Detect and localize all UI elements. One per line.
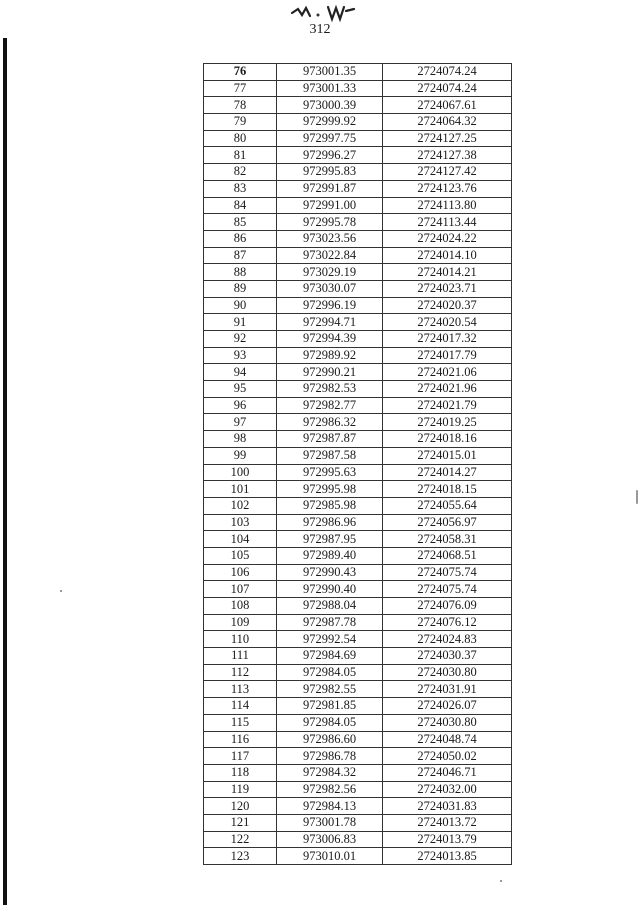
y-coordinate-cell: 2724031.91 bbox=[383, 681, 512, 698]
table-row bbox=[204, 664, 512, 681]
scan-speck bbox=[500, 880, 502, 882]
table-row bbox=[204, 731, 512, 748]
point-number-cell: 116 bbox=[204, 731, 277, 748]
point-number-cell: 87 bbox=[204, 247, 277, 264]
table-row bbox=[204, 180, 512, 197]
y-coordinate-cell: 2724031.83 bbox=[383, 798, 512, 815]
point-number-cell: 113 bbox=[204, 681, 277, 698]
point-number-cell: 102 bbox=[204, 497, 277, 514]
point-number-cell: 122 bbox=[204, 831, 277, 848]
x-coordinate-cell: 973001.35 bbox=[277, 64, 383, 81]
y-coordinate-cell: 2724068.51 bbox=[383, 547, 512, 564]
point-number-cell: 120 bbox=[204, 798, 277, 815]
point-number-cell: 123 bbox=[204, 848, 277, 865]
y-coordinate-cell: 2724113.80 bbox=[383, 197, 512, 214]
x-coordinate-cell: 973023.56 bbox=[277, 230, 383, 247]
point-number-cell: 119 bbox=[204, 781, 277, 798]
x-coordinate-cell: 972992.54 bbox=[277, 631, 383, 648]
x-coordinate-cell: 973022.84 bbox=[277, 247, 383, 264]
point-number-cell: 117 bbox=[204, 748, 277, 765]
x-coordinate-cell: 972991.87 bbox=[277, 180, 383, 197]
y-coordinate-cell: 2724127.42 bbox=[383, 164, 512, 181]
table-row bbox=[204, 848, 512, 865]
table-row bbox=[204, 764, 512, 781]
y-coordinate-cell: 2724067.61 bbox=[383, 97, 512, 114]
point-number-cell: 95 bbox=[204, 381, 277, 398]
table-row bbox=[204, 247, 512, 264]
table-row bbox=[204, 681, 512, 698]
y-coordinate-cell: 2724015.01 bbox=[383, 447, 512, 464]
table-row bbox=[204, 614, 512, 631]
y-coordinate-cell: 2724018.16 bbox=[383, 431, 512, 448]
table-row bbox=[204, 64, 512, 81]
table-row bbox=[204, 497, 512, 514]
table-row bbox=[204, 598, 512, 615]
point-number-cell: 97 bbox=[204, 414, 277, 431]
point-number-cell: 108 bbox=[204, 598, 277, 615]
x-coordinate-cell: 972986.96 bbox=[277, 514, 383, 531]
y-coordinate-cell: 2724075.74 bbox=[383, 564, 512, 581]
y-coordinate-cell: 2724021.06 bbox=[383, 364, 512, 381]
y-coordinate-cell: 2724113.44 bbox=[383, 214, 512, 231]
table-row bbox=[204, 130, 512, 147]
point-number-cell: 107 bbox=[204, 581, 277, 598]
x-coordinate-cell: 972986.78 bbox=[277, 748, 383, 765]
point-number-cell: 78 bbox=[204, 97, 277, 114]
point-number-cell: 100 bbox=[204, 464, 277, 481]
x-coordinate-cell: 972987.95 bbox=[277, 531, 383, 548]
point-number-cell: 76 bbox=[204, 64, 277, 81]
table-row bbox=[204, 514, 512, 531]
point-number-cell: 89 bbox=[204, 280, 277, 297]
x-coordinate-cell: 972999.92 bbox=[277, 114, 383, 131]
table-row bbox=[204, 347, 512, 364]
x-coordinate-cell: 972995.63 bbox=[277, 464, 383, 481]
scan-speck bbox=[60, 590, 62, 592]
x-coordinate-cell: 972986.32 bbox=[277, 414, 383, 431]
x-coordinate-cell: 972982.77 bbox=[277, 397, 383, 414]
y-coordinate-cell: 2724020.37 bbox=[383, 297, 512, 314]
table-row bbox=[204, 230, 512, 247]
x-coordinate-cell: 972984.32 bbox=[277, 764, 383, 781]
y-coordinate-cell: 2724050.02 bbox=[383, 748, 512, 765]
y-coordinate-cell: 2724048.74 bbox=[383, 731, 512, 748]
table-row bbox=[204, 331, 512, 348]
point-number-cell: 109 bbox=[204, 614, 277, 631]
point-number-cell: 86 bbox=[204, 230, 277, 247]
table-row bbox=[204, 748, 512, 765]
point-number-cell: 99 bbox=[204, 447, 277, 464]
y-coordinate-cell: 2724014.21 bbox=[383, 264, 512, 281]
point-number-cell: 104 bbox=[204, 531, 277, 548]
table-row bbox=[204, 314, 512, 331]
point-number-cell: 103 bbox=[204, 514, 277, 531]
table-row bbox=[204, 264, 512, 281]
y-coordinate-cell: 2724013.79 bbox=[383, 831, 512, 848]
y-coordinate-cell: 2724013.85 bbox=[383, 848, 512, 865]
y-coordinate-cell: 2724056.97 bbox=[383, 514, 512, 531]
point-number-cell: 112 bbox=[204, 664, 277, 681]
page-number: 312 bbox=[309, 22, 331, 37]
table-row bbox=[204, 431, 512, 448]
point-number-cell: 84 bbox=[204, 197, 277, 214]
y-coordinate-cell: 2724023.71 bbox=[383, 280, 512, 297]
point-number-cell: 93 bbox=[204, 347, 277, 364]
x-coordinate-cell: 972990.43 bbox=[277, 564, 383, 581]
table-row bbox=[204, 547, 512, 564]
x-coordinate-cell: 972984.69 bbox=[277, 648, 383, 665]
x-coordinate-cell: 973001.78 bbox=[277, 814, 383, 831]
x-coordinate-cell: 972991.00 bbox=[277, 197, 383, 214]
y-coordinate-cell: 2724123.76 bbox=[383, 180, 512, 197]
point-number-cell: 90 bbox=[204, 297, 277, 314]
x-coordinate-cell: 972984.13 bbox=[277, 798, 383, 815]
y-coordinate-cell: 2724021.96 bbox=[383, 381, 512, 398]
y-coordinate-cell: 2724021.79 bbox=[383, 397, 512, 414]
coordinates-table bbox=[203, 63, 512, 865]
y-coordinate-cell: 2724024.83 bbox=[383, 631, 512, 648]
point-number-cell: 91 bbox=[204, 314, 277, 331]
y-coordinate-cell: 2724014.27 bbox=[383, 464, 512, 481]
x-coordinate-cell: 972996.27 bbox=[277, 147, 383, 164]
x-coordinate-cell: 973000.39 bbox=[277, 97, 383, 114]
y-coordinate-cell: 2724074.24 bbox=[383, 80, 512, 97]
table-row bbox=[204, 447, 512, 464]
y-coordinate-cell: 2724074.24 bbox=[383, 64, 512, 81]
y-coordinate-cell: 2724018.15 bbox=[383, 481, 512, 498]
x-coordinate-cell: 972982.53 bbox=[277, 381, 383, 398]
x-coordinate-cell: 972997.75 bbox=[277, 130, 383, 147]
y-coordinate-cell: 2724014.10 bbox=[383, 247, 512, 264]
x-coordinate-cell: 972995.98 bbox=[277, 481, 383, 498]
y-coordinate-cell: 2724030.80 bbox=[383, 714, 512, 731]
point-number-cell: 121 bbox=[204, 814, 277, 831]
table-row bbox=[204, 481, 512, 498]
coordinates-table-body bbox=[204, 64, 512, 865]
point-number-cell: 115 bbox=[204, 714, 277, 731]
y-coordinate-cell: 2724076.09 bbox=[383, 598, 512, 615]
x-coordinate-cell: 973030.07 bbox=[277, 280, 383, 297]
scan-speck bbox=[636, 490, 638, 504]
point-number-cell: 105 bbox=[204, 547, 277, 564]
y-coordinate-cell: 2724058.31 bbox=[383, 531, 512, 548]
x-coordinate-cell: 972994.71 bbox=[277, 314, 383, 331]
y-coordinate-cell: 2724026.07 bbox=[383, 698, 512, 715]
point-number-cell: 83 bbox=[204, 180, 277, 197]
scan-edge-bar bbox=[3, 38, 7, 905]
y-coordinate-cell: 2724127.38 bbox=[383, 147, 512, 164]
point-number-cell: 106 bbox=[204, 564, 277, 581]
point-number-cell: 114 bbox=[204, 698, 277, 715]
table-row bbox=[204, 80, 512, 97]
y-coordinate-cell: 2724020.54 bbox=[383, 314, 512, 331]
table-row bbox=[204, 97, 512, 114]
table-row bbox=[204, 414, 512, 431]
point-number-cell: 80 bbox=[204, 130, 277, 147]
y-coordinate-cell: 2724019.25 bbox=[383, 414, 512, 431]
y-coordinate-cell: 2724046.71 bbox=[383, 764, 512, 781]
y-coordinate-cell: 2724013.72 bbox=[383, 814, 512, 831]
table-row bbox=[204, 280, 512, 297]
table-row bbox=[204, 564, 512, 581]
point-number-cell: 94 bbox=[204, 364, 277, 381]
table-row bbox=[204, 197, 512, 214]
point-number-cell: 79 bbox=[204, 114, 277, 131]
point-number-cell: 110 bbox=[204, 631, 277, 648]
point-number-cell: 96 bbox=[204, 397, 277, 414]
x-coordinate-cell: 972990.40 bbox=[277, 581, 383, 598]
y-coordinate-cell: 2724064.32 bbox=[383, 114, 512, 131]
table-row bbox=[204, 114, 512, 131]
x-coordinate-cell: 973006.83 bbox=[277, 831, 383, 848]
point-number-cell: 81 bbox=[204, 147, 277, 164]
x-coordinate-cell: 972989.92 bbox=[277, 347, 383, 364]
point-number-cell: 111 bbox=[204, 648, 277, 665]
table-row bbox=[204, 147, 512, 164]
x-coordinate-cell: 972988.04 bbox=[277, 598, 383, 615]
point-number-cell: 82 bbox=[204, 164, 277, 181]
y-coordinate-cell: 2724127.25 bbox=[383, 130, 512, 147]
x-coordinate-cell: 973001.33 bbox=[277, 80, 383, 97]
x-coordinate-cell: 972986.60 bbox=[277, 731, 383, 748]
point-number-cell: 101 bbox=[204, 481, 277, 498]
point-number-cell: 85 bbox=[204, 214, 277, 231]
table-row bbox=[204, 531, 512, 548]
table-row bbox=[204, 798, 512, 815]
x-coordinate-cell: 972995.78 bbox=[277, 214, 383, 231]
point-number-cell: 92 bbox=[204, 331, 277, 348]
x-coordinate-cell: 972984.05 bbox=[277, 664, 383, 681]
y-coordinate-cell: 2724030.37 bbox=[383, 648, 512, 665]
x-coordinate-cell: 972989.40 bbox=[277, 547, 383, 564]
x-coordinate-cell: 972981.85 bbox=[277, 698, 383, 715]
y-coordinate-cell: 2724055.64 bbox=[383, 497, 512, 514]
y-coordinate-cell: 2724075.74 bbox=[383, 581, 512, 598]
x-coordinate-cell: 972987.58 bbox=[277, 447, 383, 464]
table-row bbox=[204, 164, 512, 181]
table-row bbox=[204, 831, 512, 848]
point-number-cell: 88 bbox=[204, 264, 277, 281]
x-coordinate-cell: 973010.01 bbox=[277, 848, 383, 865]
table-row bbox=[204, 814, 512, 831]
table-row bbox=[204, 214, 512, 231]
y-coordinate-cell: 2724024.22 bbox=[383, 230, 512, 247]
y-coordinate-cell: 2724076.12 bbox=[383, 614, 512, 631]
table-row bbox=[204, 464, 512, 481]
table-row bbox=[204, 714, 512, 731]
x-coordinate-cell: 972995.83 bbox=[277, 164, 383, 181]
point-number-cell: 98 bbox=[204, 431, 277, 448]
table-row bbox=[204, 648, 512, 665]
table-row bbox=[204, 781, 512, 798]
x-coordinate-cell: 972987.78 bbox=[277, 614, 383, 631]
y-coordinate-cell: 2724017.79 bbox=[383, 347, 512, 364]
table-row bbox=[204, 631, 512, 648]
x-coordinate-cell: 972990.21 bbox=[277, 364, 383, 381]
table-row bbox=[204, 581, 512, 598]
table-row bbox=[204, 364, 512, 381]
x-coordinate-cell: 972985.98 bbox=[277, 497, 383, 514]
table-row bbox=[204, 381, 512, 398]
x-coordinate-cell: 972982.56 bbox=[277, 781, 383, 798]
table-row bbox=[204, 698, 512, 715]
x-coordinate-cell: 972994.39 bbox=[277, 331, 383, 348]
x-coordinate-cell: 972984.05 bbox=[277, 714, 383, 731]
y-coordinate-cell: 2724032.00 bbox=[383, 781, 512, 798]
x-coordinate-cell: 973029.19 bbox=[277, 264, 383, 281]
x-coordinate-cell: 972987.87 bbox=[277, 431, 383, 448]
point-number-cell: 77 bbox=[204, 80, 277, 97]
ink-stamp-mark bbox=[288, 3, 358, 23]
y-coordinate-cell: 2724030.80 bbox=[383, 664, 512, 681]
y-coordinate-cell: 2724017.32 bbox=[383, 331, 512, 348]
table-row bbox=[204, 397, 512, 414]
x-coordinate-cell: 972982.55 bbox=[277, 681, 383, 698]
table-row bbox=[204, 297, 512, 314]
point-number-cell: 118 bbox=[204, 764, 277, 781]
x-coordinate-cell: 972996.19 bbox=[277, 297, 383, 314]
